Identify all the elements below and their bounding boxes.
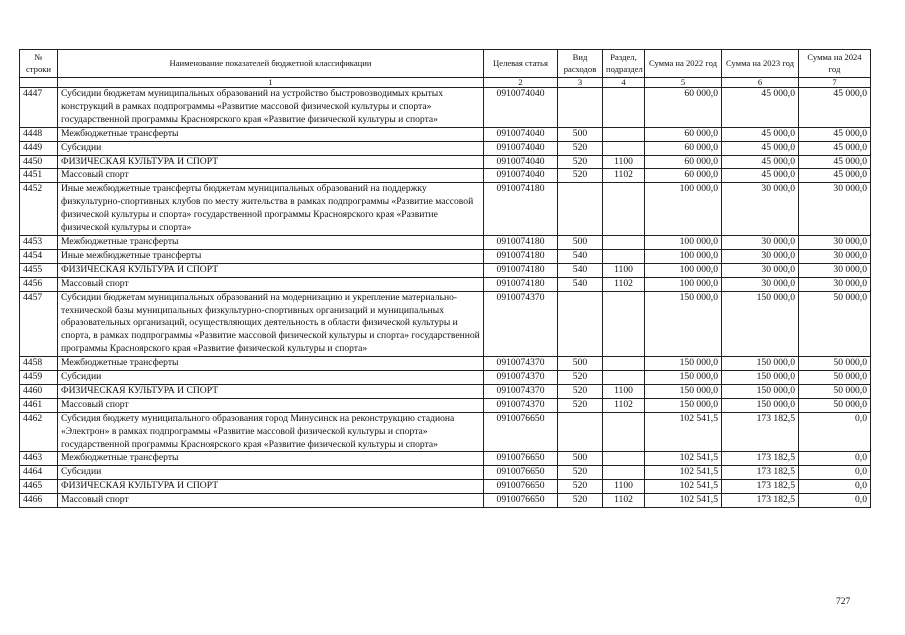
table-row: [20, 480, 871, 494]
expense-type-cell: 520: [558, 384, 603, 398]
sum-2023-cell: 30 000,0: [722, 249, 799, 263]
expense-type-cell: 520: [558, 398, 603, 412]
table-row: [20, 452, 871, 466]
indicator-name-cell: Субсидии бюджетам муниципальных образований на модернизацию и укрепление материально-технической базы муниципальных физкультурно-спортивных организаций и муниципальных образовательных организаций, осуществляющих деятельность в области физической культуры и спорта, в рамках подпрограммы «Развитие массовой физической культуры и спорта» государственной программы Красноярского края «Развитие физической культуры и спорта»: [58, 291, 484, 357]
sum-2022-cell: 100 000,0: [645, 263, 722, 277]
table-row: [20, 291, 871, 357]
sum-2023-cell: 45 000,0: [722, 127, 799, 141]
row-number-cell: 4455: [20, 263, 58, 277]
header-name: Наименование показателей бюджетной классификации: [58, 50, 484, 78]
sum-2024-cell: 45 000,0: [799, 88, 871, 128]
sum-2022-cell: 60 000,0: [645, 88, 722, 128]
table-row: [20, 494, 871, 508]
sum-2024-cell: 30 000,0: [799, 249, 871, 263]
header-row: [20, 50, 871, 78]
row-number-cell: 4453: [20, 235, 58, 249]
sum-2023-cell: 150 000,0: [722, 357, 799, 371]
indicator-name-cell: ФИЗИЧЕСКАЯ КУЛЬТУРА И СПОРТ: [58, 263, 484, 277]
expense-type-cell: 540: [558, 263, 603, 277]
sum-2022-cell: 60 000,0: [645, 155, 722, 169]
target-article-cell: 0910076650: [484, 480, 558, 494]
indicator-name-cell: Массовый спорт: [58, 277, 484, 291]
row-number-cell: 4462: [20, 412, 58, 452]
column-number: 5: [645, 78, 722, 88]
sum-2022-cell: 150 000,0: [645, 384, 722, 398]
target-article-cell: 0910076650: [484, 452, 558, 466]
indicator-name-cell: Иные межбюджетные трансферты бюджетам муниципальных образований на поддержку физкультурно-спортивных клубов по месту жительства в рамках подпрограммы «Развитие массовой физической культуры и спорта» государственной программы Красноярского края «Развитие физической культуры и спорта»: [58, 183, 484, 236]
section-cell: 1100: [603, 155, 645, 169]
indicator-name-cell: Иные межбюджетные трансферты: [58, 249, 484, 263]
indicator-name-cell: Субсидии: [58, 141, 484, 155]
section-cell: [603, 183, 645, 236]
sum-2024-cell: 50 000,0: [799, 371, 871, 385]
row-number-cell: 4447: [20, 88, 58, 128]
table-row: [20, 384, 871, 398]
sum-2022-cell: 102 541,5: [645, 494, 722, 508]
sum-2022-cell: 150 000,0: [645, 398, 722, 412]
row-number-cell: 4449: [20, 141, 58, 155]
sum-2022-cell: 102 541,5: [645, 452, 722, 466]
sum-2022-cell: 150 000,0: [645, 291, 722, 357]
row-number-cell: 4450: [20, 155, 58, 169]
column-number: 1: [58, 78, 484, 88]
indicator-name-cell: Массовый спорт: [58, 169, 484, 183]
target-article-cell: 0910076650: [484, 494, 558, 508]
header-sum-2024: Сумма на 2024 год: [799, 50, 871, 78]
indicator-name-cell: Субсидии бюджетам муниципальных образований на устройство быстровозводимых крытых конструкций в рамках подпрограммы «Развитие массовой физической культуры и спорта» государственной программы Красноярского края «Развитие физической культуры и спорта»: [58, 88, 484, 128]
indicator-name-cell: Межбюджетные трансферты: [58, 357, 484, 371]
indicator-name-cell: Массовый спорт: [58, 494, 484, 508]
sum-2023-cell: 150 000,0: [722, 398, 799, 412]
column-number: 7: [799, 78, 871, 88]
row-number-cell: 4463: [20, 452, 58, 466]
target-article-cell: 0910074180: [484, 249, 558, 263]
sum-2024-cell: 45 000,0: [799, 141, 871, 155]
sum-2023-cell: 30 000,0: [722, 277, 799, 291]
indicator-name-cell: Межбюджетные трансферты: [58, 235, 484, 249]
section-cell: [603, 88, 645, 128]
target-article-cell: 0910074370: [484, 398, 558, 412]
section-cell: [603, 127, 645, 141]
row-number-cell: 4457: [20, 291, 58, 357]
table-row: [20, 466, 871, 480]
sum-2024-cell: 0,0: [799, 412, 871, 452]
indicator-name-cell: Субсидии: [58, 371, 484, 385]
target-article-cell: 0910074040: [484, 155, 558, 169]
sum-2022-cell: 150 000,0: [645, 371, 722, 385]
sum-2023-cell: 45 000,0: [722, 169, 799, 183]
column-number: 2: [484, 78, 558, 88]
table-row: [20, 263, 871, 277]
column-number-row: [20, 78, 871, 88]
section-cell: [603, 235, 645, 249]
indicator-name-cell: Массовый спорт: [58, 398, 484, 412]
table-row: [20, 357, 871, 371]
sum-2023-cell: 45 000,0: [722, 141, 799, 155]
expense-type-cell: [558, 291, 603, 357]
sum-2024-cell: 50 000,0: [799, 291, 871, 357]
sum-2024-cell: 30 000,0: [799, 263, 871, 277]
row-number-cell: 4461: [20, 398, 58, 412]
row-number-cell: 4452: [20, 183, 58, 236]
header-target: Целевая статья: [484, 50, 558, 78]
target-article-cell: 0910074040: [484, 127, 558, 141]
table-body: [20, 88, 871, 508]
expense-type-cell: 500: [558, 235, 603, 249]
sum-2024-cell: 0,0: [799, 480, 871, 494]
sum-2024-cell: 50 000,0: [799, 357, 871, 371]
expense-type-cell: [558, 412, 603, 452]
target-article-cell: 0910074180: [484, 235, 558, 249]
sum-2024-cell: 0,0: [799, 466, 871, 480]
sum-2022-cell: 102 541,5: [645, 480, 722, 494]
table-row: [20, 169, 871, 183]
sum-2023-cell: 173 182,5: [722, 466, 799, 480]
table-row: [20, 371, 871, 385]
expense-type-cell: 500: [558, 452, 603, 466]
sum-2022-cell: 100 000,0: [645, 235, 722, 249]
sum-2022-cell: 100 000,0: [645, 249, 722, 263]
target-article-cell: 0910076650: [484, 412, 558, 452]
sum-2023-cell: 150 000,0: [722, 371, 799, 385]
sum-2022-cell: 100 000,0: [645, 277, 722, 291]
header-sum-2022: Сумма на 2022 год: [645, 50, 722, 78]
expense-type-cell: 540: [558, 249, 603, 263]
sum-2022-cell: 60 000,0: [645, 169, 722, 183]
expense-type-cell: 500: [558, 357, 603, 371]
sum-2023-cell: 173 182,5: [722, 480, 799, 494]
sum-2024-cell: 45 000,0: [799, 155, 871, 169]
target-article-cell: 0910074180: [484, 277, 558, 291]
sum-2023-cell: 150 000,0: [722, 291, 799, 357]
target-article-cell: 0910074370: [484, 371, 558, 385]
row-number-cell: 4464: [20, 466, 58, 480]
sum-2024-cell: 45 000,0: [799, 127, 871, 141]
indicator-name-cell: ФИЗИЧЕСКАЯ КУЛЬТУРА И СПОРТ: [58, 155, 484, 169]
sum-2024-cell: 30 000,0: [799, 183, 871, 236]
sum-2023-cell: 173 182,5: [722, 412, 799, 452]
indicator-name-cell: ФИЗИЧЕСКАЯ КУЛЬТУРА И СПОРТ: [58, 480, 484, 494]
indicator-name-cell: Субсидия бюджету муниципального образования город Минусинск на реконструкцию стадиона «Электрон» в рамках подпрограммы «Развитие массовой физической культуры и спорта» государственной программы Красноярского края «Развитие физической культуры и спорта»: [58, 412, 484, 452]
page-number: 727: [836, 597, 851, 607]
row-number-cell: 4466: [20, 494, 58, 508]
section-cell: [603, 371, 645, 385]
sum-2024-cell: 50 000,0: [799, 398, 871, 412]
sum-2023-cell: 45 000,0: [722, 155, 799, 169]
table-row: [20, 398, 871, 412]
sum-2022-cell: 102 541,5: [645, 466, 722, 480]
row-number-cell: 4460: [20, 384, 58, 398]
target-article-cell: 0910074040: [484, 141, 558, 155]
target-article-cell: 0910076650: [484, 466, 558, 480]
row-number-cell: 4459: [20, 371, 58, 385]
indicator-name-cell: Межбюджетные трансферты: [58, 452, 484, 466]
section-cell: 1100: [603, 480, 645, 494]
row-number-cell: 4456: [20, 277, 58, 291]
target-article-cell: 0910074040: [484, 169, 558, 183]
sum-2022-cell: 60 000,0: [645, 127, 722, 141]
sum-2023-cell: 173 182,5: [722, 494, 799, 508]
table-row: [20, 88, 871, 128]
row-number-cell: 4448: [20, 127, 58, 141]
table-row: [20, 183, 871, 236]
section-cell: 1102: [603, 398, 645, 412]
column-number: [20, 78, 58, 88]
target-article-cell: 0910074370: [484, 291, 558, 357]
header-section: Раздел, подраздел: [603, 50, 645, 78]
expense-type-cell: 520: [558, 466, 603, 480]
sum-2022-cell: 102 541,5: [645, 412, 722, 452]
section-cell: [603, 249, 645, 263]
target-article-cell: 0910074180: [484, 263, 558, 277]
row-number-cell: 4451: [20, 169, 58, 183]
expense-type-cell: 540: [558, 277, 603, 291]
expense-type-cell: 520: [558, 155, 603, 169]
table-row: [20, 249, 871, 263]
target-article-cell: 0910074370: [484, 357, 558, 371]
table-row: [20, 412, 871, 452]
column-number: 3: [558, 78, 603, 88]
sum-2024-cell: 0,0: [799, 494, 871, 508]
header-row-number: № строки: [20, 50, 58, 78]
expense-type-cell: 520: [558, 169, 603, 183]
sum-2022-cell: 150 000,0: [645, 357, 722, 371]
target-article-cell: 0910074370: [484, 384, 558, 398]
row-number-cell: 4454: [20, 249, 58, 263]
sum-2024-cell: 45 000,0: [799, 169, 871, 183]
section-cell: [603, 412, 645, 452]
column-number: 4: [603, 78, 645, 88]
expense-type-cell: [558, 183, 603, 236]
target-article-cell: 0910074180: [484, 183, 558, 236]
section-cell: 1100: [603, 384, 645, 398]
section-cell: [603, 141, 645, 155]
header-expense-type: Вид расходов: [558, 50, 603, 78]
indicator-name-cell: Субсидии: [58, 466, 484, 480]
section-cell: [603, 291, 645, 357]
expense-type-cell: 500: [558, 127, 603, 141]
target-article-cell: 0910074040: [484, 88, 558, 128]
expense-type-cell: 520: [558, 480, 603, 494]
row-number-cell: 4458: [20, 357, 58, 371]
column-number: 6: [722, 78, 799, 88]
sum-2023-cell: 30 000,0: [722, 235, 799, 249]
sum-2023-cell: 30 000,0: [722, 263, 799, 277]
sum-2023-cell: 45 000,0: [722, 88, 799, 128]
sum-2022-cell: 60 000,0: [645, 141, 722, 155]
section-cell: 1102: [603, 169, 645, 183]
sum-2023-cell: 150 000,0: [722, 384, 799, 398]
sum-2024-cell: 0,0: [799, 452, 871, 466]
expense-type-cell: [558, 88, 603, 128]
expense-type-cell: 520: [558, 371, 603, 385]
sum-2024-cell: 30 000,0: [799, 235, 871, 249]
table-row: [20, 155, 871, 169]
sum-2023-cell: 173 182,5: [722, 452, 799, 466]
section-cell: [603, 357, 645, 371]
row-number-cell: 4465: [20, 480, 58, 494]
sum-2024-cell: 50 000,0: [799, 384, 871, 398]
section-cell: 1102: [603, 494, 645, 508]
indicator-name-cell: Межбюджетные трансферты: [58, 127, 484, 141]
indicator-name-cell: ФИЗИЧЕСКАЯ КУЛЬТУРА И СПОРТ: [58, 384, 484, 398]
budget-table: [19, 49, 871, 508]
section-cell: 1100: [603, 263, 645, 277]
sum-2022-cell: 100 000,0: [645, 183, 722, 236]
section-cell: [603, 466, 645, 480]
table-row: [20, 127, 871, 141]
table-row: [20, 141, 871, 155]
header-sum-2023: Сумма на 2023 год: [722, 50, 799, 78]
section-cell: 1102: [603, 277, 645, 291]
expense-type-cell: 520: [558, 141, 603, 155]
section-cell: [603, 452, 645, 466]
table-row: [20, 277, 871, 291]
sum-2024-cell: 30 000,0: [799, 277, 871, 291]
sum-2023-cell: 30 000,0: [722, 183, 799, 236]
table-row: [20, 235, 871, 249]
expense-type-cell: 520: [558, 494, 603, 508]
